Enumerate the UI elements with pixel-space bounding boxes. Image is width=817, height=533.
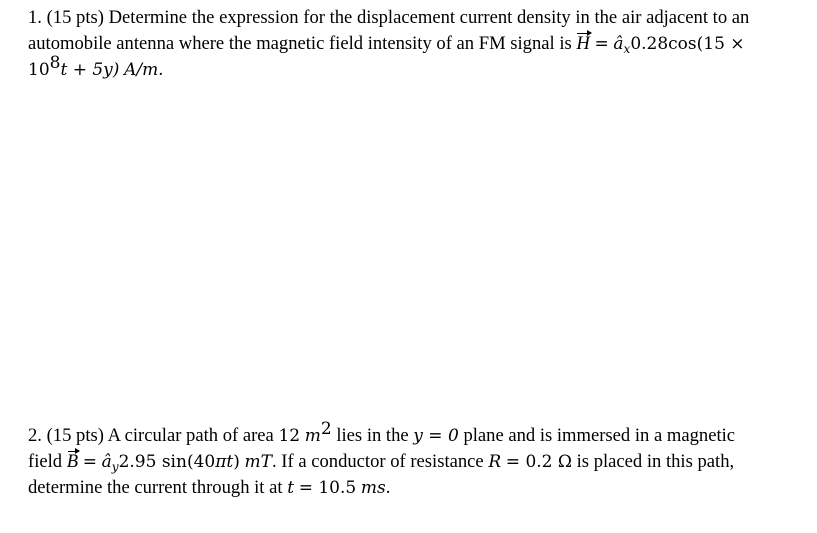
magnetic-field-vector-h: H — [576, 31, 589, 57]
exp-base: 10 — [28, 60, 50, 80]
problem-2-statement-f: is placed in this path, — [576, 451, 735, 472]
problem-2-statement-a: A circular path of area — [107, 425, 274, 446]
problem-2-statement-g: determine the current through it at — [28, 477, 283, 498]
field-unit: mT — [244, 452, 272, 472]
problem-2 — [28, 419, 808, 501]
problem-2-line-1 — [28, 419, 808, 449]
problem-1-line-3 — [28, 53, 808, 83]
problem-1-equals: = — [594, 34, 609, 54]
unit-vector-sub-x: x — [623, 42, 631, 56]
problem-1-statement-a: Determine the expression for the displacement current density in the air adjacent to an — [108, 7, 750, 28]
field-expression-a: 2.95 sin(40 — [118, 452, 216, 472]
area-power: 2 — [320, 419, 332, 439]
unit-vector-a-2: â — [101, 452, 112, 472]
magnetic-flux-vector-b: B — [67, 449, 78, 475]
problem-1-line-1 — [28, 5, 808, 31]
problem-2-number: 2. — [28, 425, 42, 446]
time-unit: ms — [360, 478, 386, 498]
time-value: = 10.5 — [298, 478, 357, 498]
problem-1 — [28, 5, 808, 83]
time-symbol: t — [287, 478, 295, 498]
problem-2-statement-e: . If a conductor of resistance — [272, 451, 484, 472]
problem-2-points: (15 pts) — [46, 425, 104, 446]
problem-1-number: 1. — [28, 7, 42, 28]
problem-2-line-3 — [28, 475, 808, 501]
problem-2-statement-d: field — [28, 451, 63, 472]
problem-2-line-2 — [28, 449, 808, 475]
field-expression-b: πt — [215, 452, 234, 472]
amplitude-cos: 0.28cos(15 × — [630, 34, 745, 54]
unit-vector-sub-y: y — [111, 460, 119, 474]
problem-2-statement-c: plane and is immersed in a magnetic — [463, 425, 736, 446]
unit-vector-a: â — [613, 34, 624, 54]
unit-vector-ax — [613, 34, 630, 54]
problem-2-period: . — [385, 477, 391, 498]
plane-equation: y = 0 — [413, 426, 459, 446]
cos-argument: t + 5y) — [60, 60, 120, 80]
problem-2-statement-b: lies in the — [336, 425, 409, 446]
problem-2-equals: = — [82, 452, 97, 472]
problem-1-line-2 — [28, 31, 808, 57]
resistance-value: = 0.2 Ω — [505, 452, 572, 472]
area-unit: m — [304, 426, 321, 446]
problem-1-points: (15 pts) — [46, 7, 104, 28]
resistance-symbol: R — [488, 452, 502, 472]
field-expression-c: ) — [233, 452, 240, 472]
area-value: 12 — [278, 426, 301, 446]
problem-1-statement-b: automobile antenna where the magnetic field intensity of an FM signal is — [28, 33, 572, 54]
units-a-per-m: A/m. — [124, 60, 164, 80]
unit-vector-ay — [102, 452, 119, 472]
exp-power: 8 — [49, 53, 61, 73]
